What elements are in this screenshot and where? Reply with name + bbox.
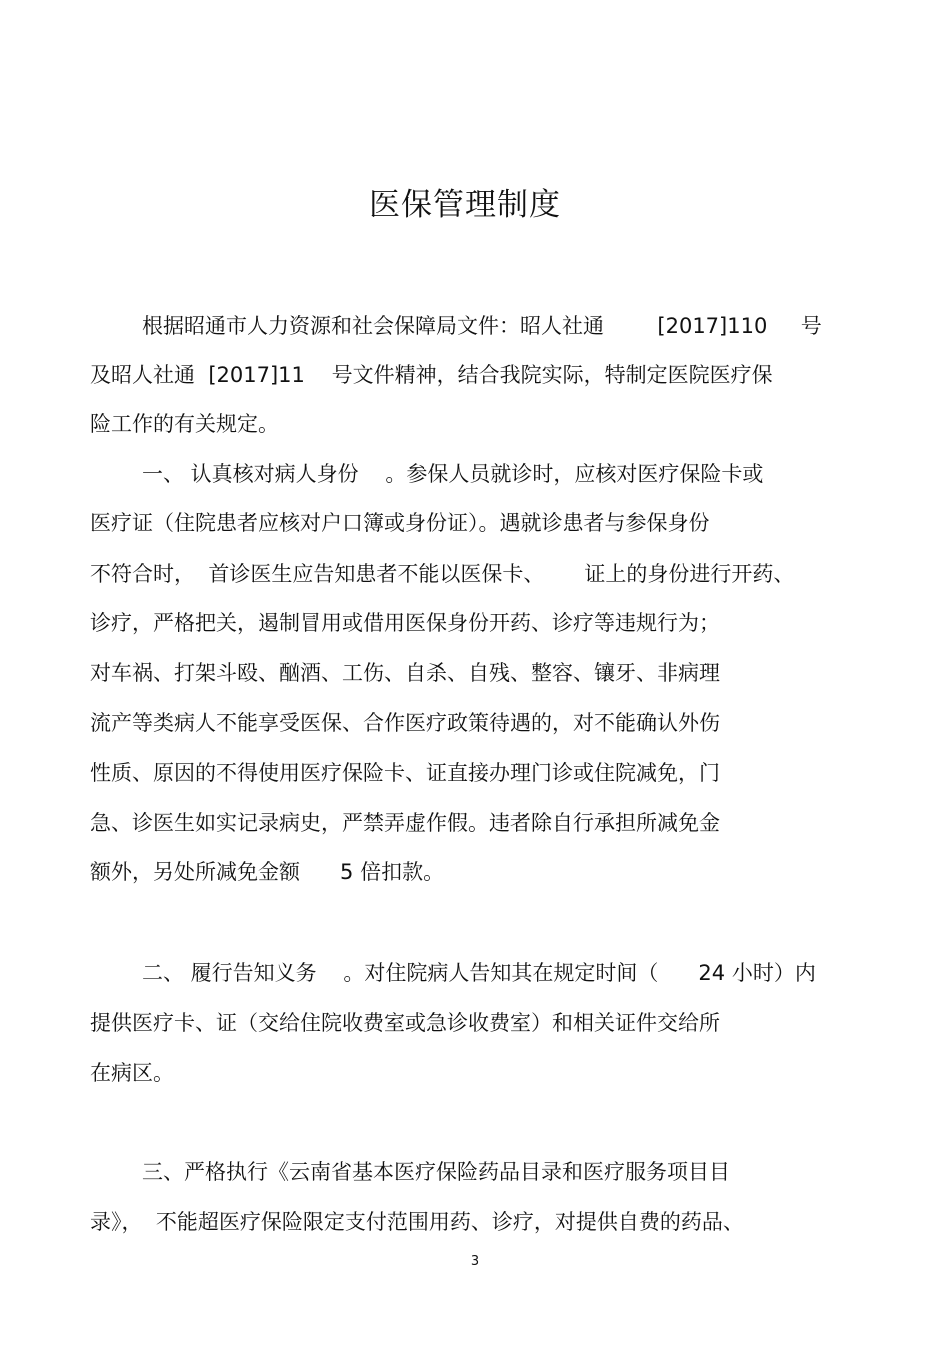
paragraph-line: 不符合时， 首诊医生应告知患者不能以医保卡、 证上的身份进行开药、: [90, 562, 795, 586]
paragraph-line: 三、严格执行《云南省基本医疗保险药品目录和医疗服务项目目: [142, 1160, 730, 1184]
paragraph-line: 对车祸、打架斗殴、酗酒、工伤、自杀、自残、整容、镶牙、非病理: [90, 661, 720, 685]
paragraph-line: 根据昭通市人力资源和社会保障局文件：昭人社通 [2017]110 号: [142, 314, 822, 338]
paragraph-line: 在病区。: [90, 1061, 174, 1085]
paragraph-line: 流产等类病人不能享受医保、合作医疗政策待遇的，对不能确认外伤: [90, 711, 720, 735]
paragraph-line: 一、 认真核对病人身份 。参保人员就诊时，应核对医疗保险卡或: [142, 462, 764, 486]
paragraph-line: 及昭人社通 [2017]11 号文件精神，结合我院实际，特制定医院医疗保: [90, 363, 773, 387]
paragraph-line: 险工作的有关规定。: [90, 412, 279, 436]
paragraph-line: 性质、原因的不得使用医疗保险卡、证直接办理门诊或住院减免，门: [90, 761, 720, 785]
paragraph-line: 二、 履行告知义务 。对住院病人告知其在规定时间（ 24 小时）内: [142, 961, 816, 985]
paragraph-line: 录》， 不能超医疗保险限定支付范围用药、诊疗，对提供自费的药品、: [90, 1210, 744, 1234]
page-title: 医保管理制度: [369, 187, 561, 223]
paragraph-line: 提供医疗卡、证（交给住院收费室或急诊收费室）和相关证件交给所: [90, 1011, 720, 1035]
paragraph-line: 医疗证（住院患者应核对户口簿或身份证）。遇就诊患者与参保身份: [90, 511, 710, 535]
paragraph-line: 急、诊医生如实记录病史，严禁弄虚作假。违者除自行承担所减免金: [90, 811, 720, 835]
paragraph-line: 诊疗，严格把关，遏制冒用或借用医保身份开药、诊疗等违规行为；: [90, 611, 720, 635]
page-number: 3: [470, 1254, 480, 1269]
paragraph-line: 额外，另处所减免金额 5 倍扣款。: [90, 860, 445, 884]
